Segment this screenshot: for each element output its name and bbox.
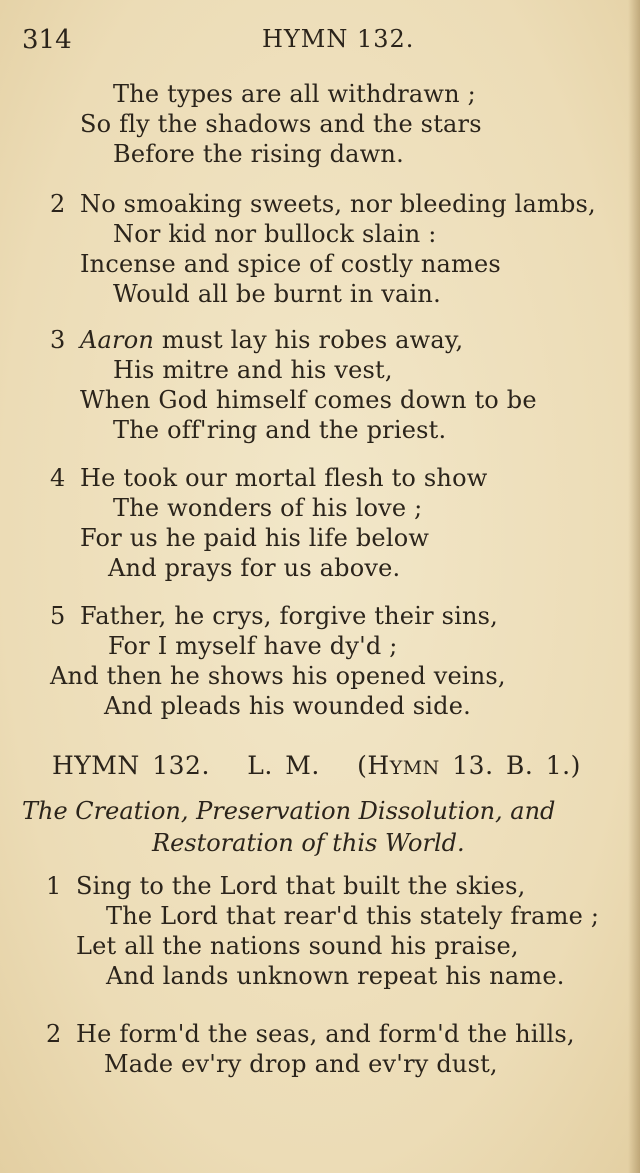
stanza-number: 2	[46, 1020, 62, 1048]
hymn-reference: (HYMN 13. B. 1.)	[357, 751, 581, 780]
stanza-number: 2	[50, 190, 66, 218]
verse-line: The off'ring and the priest.	[113, 416, 447, 444]
verse-line-rest: must lay his robes away,	[161, 326, 464, 354]
verse-line: And prays for us above.	[108, 554, 401, 582]
verse-line: And pleads his wounded side.	[104, 692, 471, 720]
hymn-meter: L. M.	[247, 751, 320, 780]
verse-line: Father, he crys, forgive their sins,	[80, 602, 498, 630]
running-head: HYMN 132.	[262, 25, 415, 53]
stanza-number: 5	[50, 602, 66, 630]
verse-line: He form'd the seas, and form'd the hills,	[76, 1020, 575, 1048]
verse-line: For I myself have dy'd ;	[108, 632, 398, 660]
verse-line: Would all be burnt in vain.	[113, 280, 441, 308]
hymn-subtitle: The Creation, Preservation Dissolution, and	[22, 797, 556, 825]
page-number: 314	[22, 25, 72, 55]
verse-line: The Lord that rear'd this stately frame ;	[106, 902, 600, 930]
stanza-number: 1	[46, 872, 62, 900]
verse-line: The wonders of his love ;	[113, 494, 423, 522]
verse-line: Incense and spice of costly names	[80, 250, 501, 278]
verse-line: He took our mortal flesh to show	[80, 464, 488, 492]
verse-line: Sing to the Lord that built the skies,	[76, 872, 526, 900]
verse-line: And lands unknown repeat his name.	[106, 962, 565, 990]
verse-line: For us he paid his life below	[80, 524, 430, 552]
stanza-number: 4	[50, 464, 66, 492]
verse-line: His mitre and his vest,	[113, 356, 393, 384]
verse-line: So fly the shadows and the stars	[80, 110, 482, 138]
proper-name: Aaron	[80, 326, 155, 354]
stanza-number: 3	[50, 326, 66, 354]
verse-line: Before the rising dawn.	[113, 140, 404, 168]
page-edge-shadow	[628, 0, 640, 1173]
verse-line: And then he shows his opened veins,	[50, 662, 506, 690]
verse-line: Nor kid nor bullock slain :	[113, 220, 437, 248]
hymn-heading	[52, 753, 581, 778]
verse-line: The types are all withdrawn ;	[113, 80, 476, 108]
hymn-title: HYMN 132.	[52, 751, 210, 780]
verse-line	[80, 328, 463, 352]
hymn-subtitle: Restoration of this World.	[152, 829, 465, 857]
verse-line: Made ev'ry drop and ev'ry dust,	[104, 1050, 498, 1078]
verse-line: Let all the nations sound his praise,	[76, 932, 519, 960]
verse-line: No smoaking sweets, nor bleeding lambs,	[80, 190, 596, 218]
verse-line: When God himself comes down to be	[80, 386, 537, 414]
